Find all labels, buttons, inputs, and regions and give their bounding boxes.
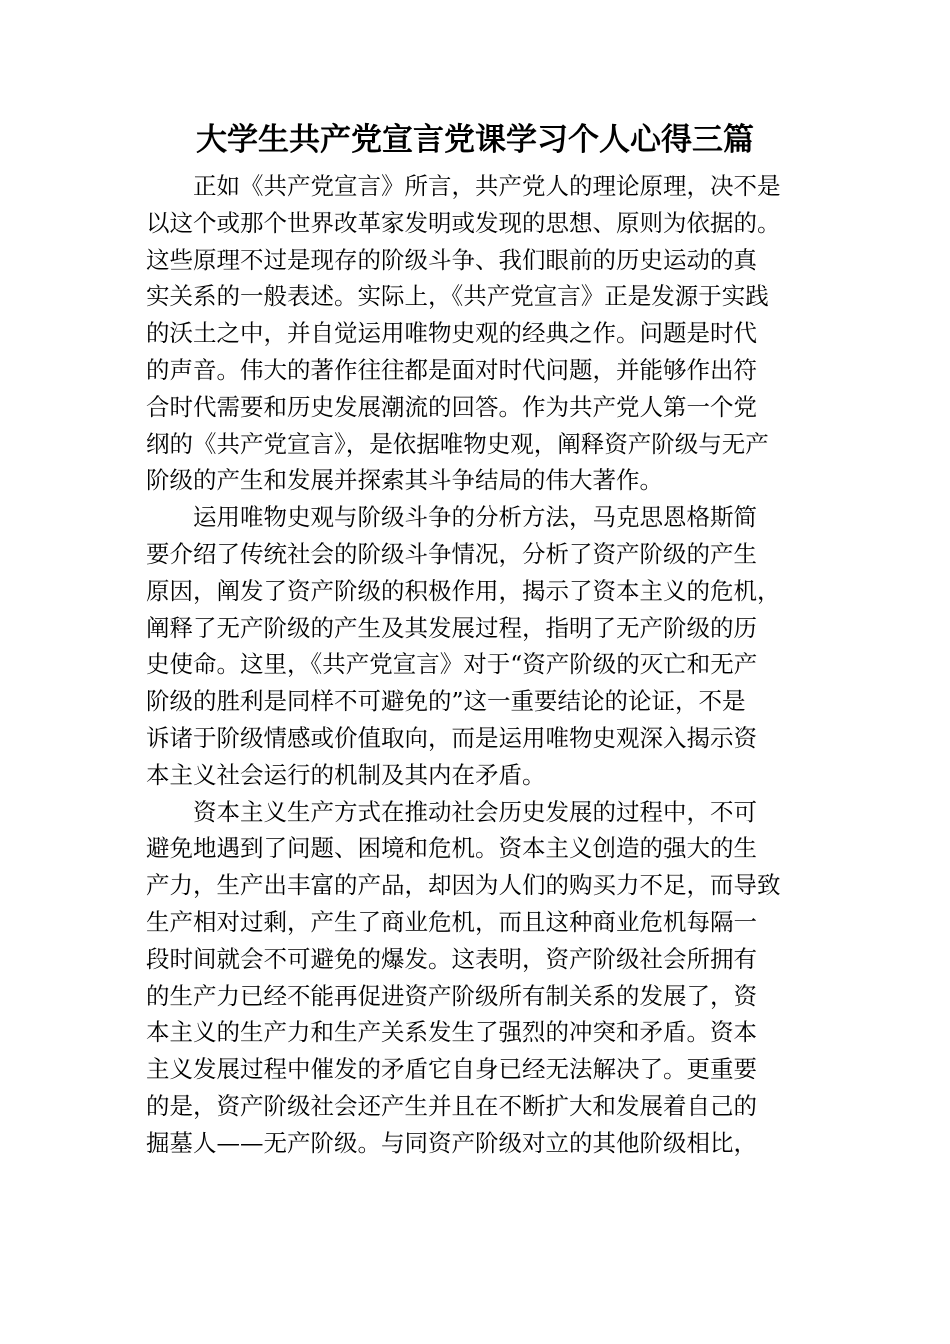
- paragraph-1-line: 实关系的一般表述。实际上，《共产党宣言》正是发源于实践: [146, 282, 769, 311]
- paragraph-2-line: 阶级的胜利是同样不可避免的”这一重要结论的论证，不是: [146, 687, 746, 716]
- paragraph-1-line: 的沃土之中，并自觉运用唯物史观的经典之作。问题是时代: [146, 319, 757, 348]
- paragraph-3-line: 避免地遇到了问题、困境和危机。资本主义创造的强大的生: [146, 834, 757, 863]
- paragraph-2-line: 要介绍了传统社会的阶级斗争情况，分析了资产阶级的产生: [146, 539, 757, 568]
- paragraph-1-line: 合时代需要和历史发展潮流的回答。作为共产党人第一个党: [146, 392, 757, 421]
- paragraph-2-line: 阐释了无产阶级的产生及其发展过程，指明了无产阶级的历: [146, 613, 757, 642]
- paragraph-3-line: 的是，资产阶级社会还产生并且在不断扩大和发展着自己的: [146, 1091, 757, 1120]
- paragraph-2-line: 原因，阐发了资产阶级的积极作用，揭示了资本主义的危机，: [146, 576, 781, 605]
- paragraph-2-line: 运用唯物史观与阶级斗争的分析方法，马克思恩格斯简: [193, 503, 757, 532]
- document-body: [146, 168, 816, 1162]
- paragraph-2-line: 本主义社会运行的机制及其内在矛盾。: [146, 760, 546, 789]
- paragraph-2-line: 诉诸于阶级情感或价值取向，而是运用唯物史观深入揭示资: [146, 723, 757, 752]
- paragraph-2-line: 史使命。这里，《共产党宣言》对于“资产阶级的灭亡和无产: [146, 650, 758, 679]
- paragraph-1-line: 的声音。伟大的著作往往都是面对时代问题，并能够作出符: [146, 355, 757, 384]
- paragraph-3-line: 本主义的生产力和生产关系发生了强烈的冲突和矛盾。资本: [146, 1018, 757, 1047]
- document-title: 大学生共产党宣言党课学习个人心得三篇: [196, 122, 754, 158]
- paragraph-1-line: 这些原理不过是现存的阶级斗争、我们眼前的历史运动的真: [146, 245, 757, 274]
- paragraph-1-line: 以这个或那个世界改革家发明或发现的思想、原则为依据的。: [146, 208, 781, 237]
- paragraph-3-line: 生产相对过剩，产生了商业危机，而且这种商业危机每隔一: [146, 907, 757, 936]
- paragraph-3-line: 的生产力已经不能再促进资产阶级所有制关系的发展了，资: [146, 981, 757, 1010]
- paragraph-3-line: 掘墓人——无产阶级。与同资产阶级对立的其他阶级相比，: [146, 1128, 757, 1157]
- paragraph-1-line: 纲的《共产党宣言》，是依据唯物史观，阐释资产阶级与无产: [146, 429, 769, 458]
- paragraph-3-line: 产力，生产出丰富的产品，却因为人们的购买力不足，而导致: [146, 871, 781, 900]
- paragraph-3-line: 主义发展过程中催发的矛盾它自身已经无法解决了。更重要: [146, 1055, 757, 1084]
- paragraph-1-line: 阶级的产生和发展并探索其斗争结局的伟大著作。: [146, 466, 663, 495]
- paragraph-3-line: 段时间就会不可避免的爆发。这表明，资产阶级社会所拥有: [146, 944, 757, 973]
- paragraph-3-line: 资本主义生产方式在推动社会历史发展的过程中，不可: [193, 797, 757, 826]
- paragraph-1-line: 正如《共产党宣言》所言，共产党人的理论原理，决不是: [193, 172, 781, 200]
